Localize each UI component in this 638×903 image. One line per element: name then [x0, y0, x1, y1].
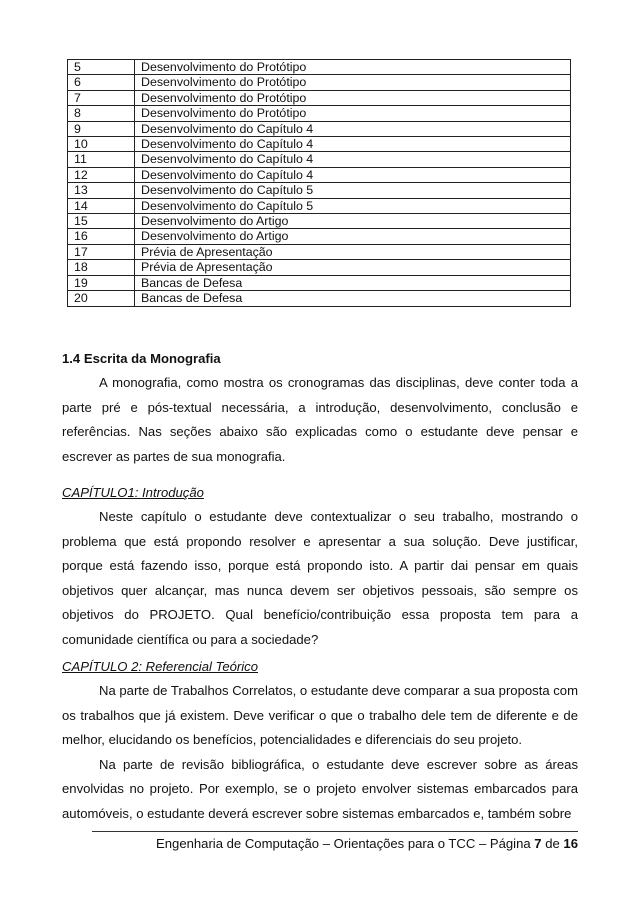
- page-footer: [156, 836, 578, 851]
- activity-cell: Desenvolvimento do Capítulo 4: [135, 121, 571, 136]
- week-cell: 5: [68, 60, 135, 75]
- week-cell: 11: [68, 152, 135, 167]
- footer-divider: [92, 831, 578, 832]
- section-chapter1: [62, 484, 578, 652]
- table-row: [68, 291, 571, 306]
- activity-cell: Bancas de Defesa: [135, 275, 571, 290]
- section-paragraph: A monografia, como mostra os cronogramas das disciplinas, deve conter toda a parte pré e pós-textual necessária, a introdução, desenvolvimento, conclusão e referências. Nas seções abaixo são explicadas como o estudante deve pensar e escrever as partes de sua monografia.: [62, 375, 578, 464]
- activity-cell: Desenvolvimento do Protótipo: [135, 75, 571, 90]
- chapter1-paragraph: Neste capítulo o estudante deve contextualizar o seu trabalho, mostrando o problema que está propondo resolver e apresentar a sua solução. Deve justificar, porque está fazendo isso, porque está propondo isto. A partir dai pensar em quais objetivos quer alcançar, mas nunca devem ser objetivos pessoais, são sempre os objetivos do PROJETO. Qual benefício/contribuição essa proposta tem para a comunidade científica ou para a sociedade?: [62, 509, 578, 647]
- week-cell: 7: [68, 90, 135, 105]
- week-cell: 12: [68, 167, 135, 182]
- table-row: [68, 214, 571, 229]
- week-cell: 13: [68, 183, 135, 198]
- chapter2-paragraph-1: Na parte de Trabalhos Correlatos, o estudante deve comparar a sua proposta com os trabalhos que já existem. Deve verificar o que o trabalho dele tem de diferente e de melhor, elucidando os benefícios, potencialidades e diferenciais do seu projeto.: [62, 683, 578, 747]
- week-cell: 8: [68, 106, 135, 121]
- activity-cell: Prévia de Apresentação: [135, 260, 571, 275]
- activity-cell: Desenvolvimento do Protótipo: [135, 60, 571, 75]
- table-row: [68, 121, 571, 136]
- week-cell: 16: [68, 229, 135, 244]
- footer-of: de: [541, 836, 564, 851]
- week-cell: 18: [68, 260, 135, 275]
- table-row: [68, 244, 571, 259]
- week-cell: 14: [68, 198, 135, 213]
- chapter1-title: CAPÍTULO1: Introdução: [62, 485, 204, 500]
- table-row: [68, 229, 571, 244]
- footer-page-number: 7: [534, 836, 542, 851]
- table-row: [68, 167, 571, 182]
- week-cell: 15: [68, 214, 135, 229]
- table-row: [68, 137, 571, 152]
- activity-cell: Desenvolvimento do Capítulo 5: [135, 198, 571, 213]
- table-row: [68, 275, 571, 290]
- footer-text: Engenharia de Computação – Orientações para o TCC – Página: [156, 836, 535, 851]
- footer-page-total: 16: [563, 836, 578, 851]
- activity-cell: Desenvolvimento do Artigo: [135, 214, 571, 229]
- activity-cell: Prévia de Apresentação: [135, 244, 571, 259]
- section-title: 1.4 Escrita da Monografia: [62, 351, 221, 366]
- chapter2-title: CAPÍTULO 2: Referencial Teórico: [62, 659, 259, 674]
- activity-cell: Desenvolvimento do Capítulo 4: [135, 152, 571, 167]
- week-cell: 6: [68, 75, 135, 90]
- schedule-table-body: [68, 60, 571, 307]
- activity-cell: Desenvolvimento do Artigo: [135, 229, 571, 244]
- table-row: [68, 198, 571, 213]
- table-row: [68, 106, 571, 121]
- activity-cell: Desenvolvimento do Capítulo 4: [135, 137, 571, 152]
- chapter2-paragraph-2: Na parte de revisão bibliográfica, o estudante deve escrever sobre as áreas envolvidas no projeto. Por exemplo, se o projeto envolver sistemas embarcados para automóveis, o estudante deverá escrever sobre sistemas embarcados e, também sobre: [62, 756, 578, 821]
- week-cell: 10: [68, 137, 135, 152]
- table-row: [68, 60, 571, 75]
- activity-cell: Desenvolvimento do Capítulo 4: [135, 167, 571, 182]
- week-cell: 20: [68, 291, 135, 306]
- table-row: [68, 90, 571, 105]
- week-cell: 17: [68, 244, 135, 259]
- activity-cell: Desenvolvimento do Protótipo: [135, 90, 571, 105]
- activity-cell: Desenvolvimento do Protótipo: [135, 106, 571, 121]
- table-row: [68, 152, 571, 167]
- section-writing: [62, 350, 578, 469]
- week-cell: 19: [68, 275, 135, 290]
- activity-cell: Desenvolvimento do Capítulo 5: [135, 183, 571, 198]
- table-row: [68, 75, 571, 90]
- schedule-table: [67, 59, 571, 307]
- table-row: [68, 260, 571, 275]
- table-row: [68, 183, 571, 198]
- section-chapter2: [62, 658, 578, 826]
- activity-cell: Bancas de Defesa: [135, 291, 571, 306]
- week-cell: 9: [68, 121, 135, 136]
